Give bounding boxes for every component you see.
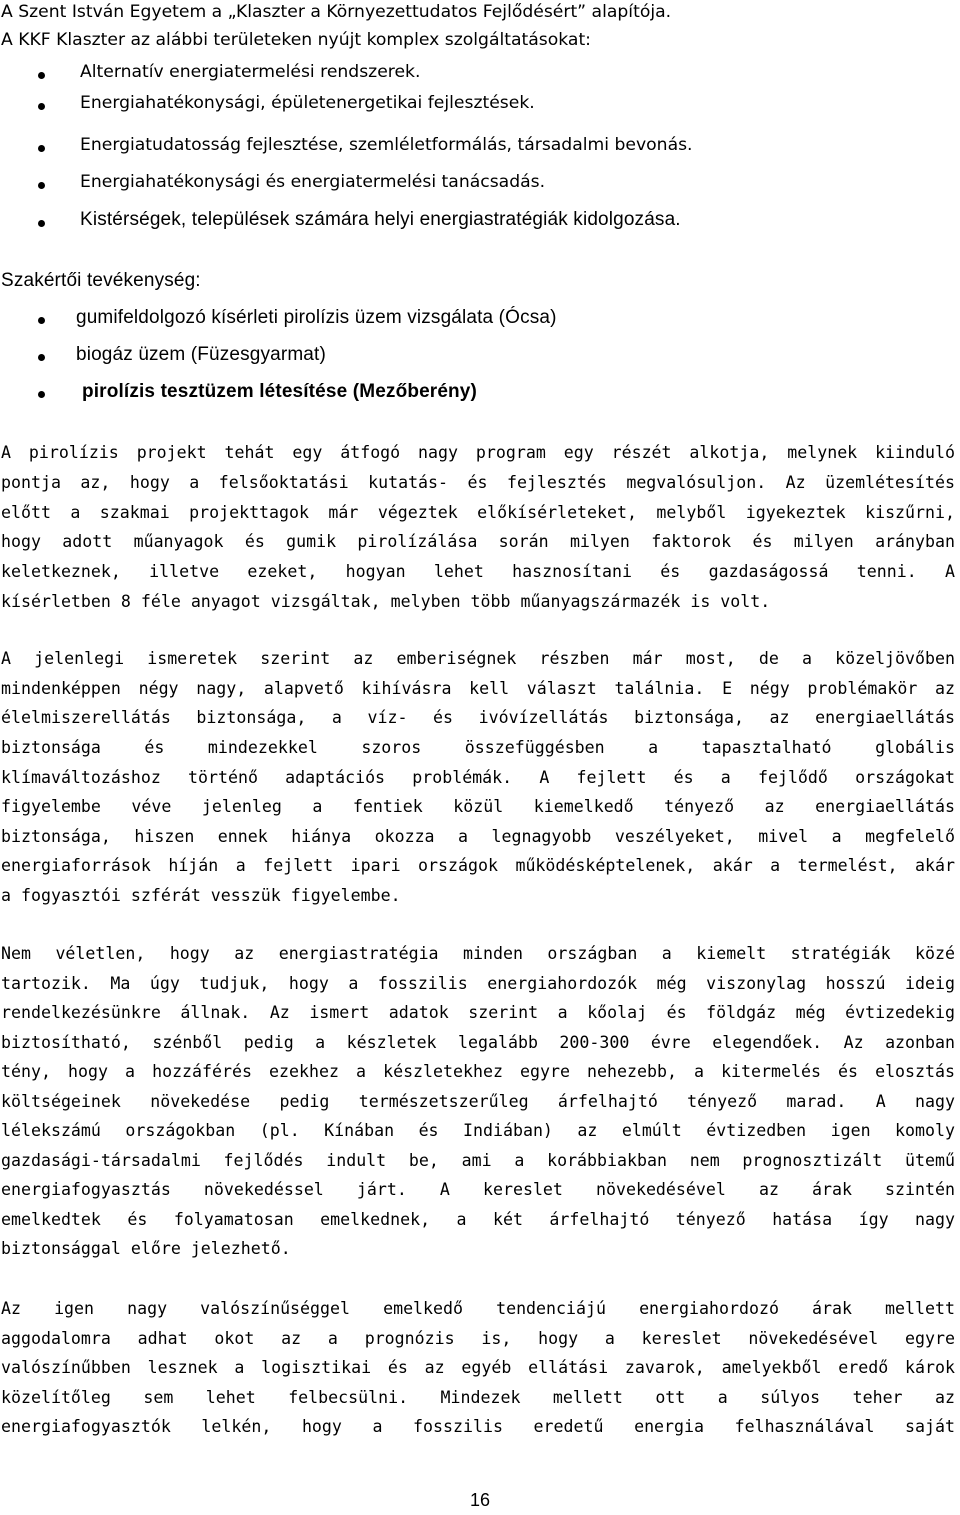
paragraph-line: A pirolízis projekt tehát egy átfogó nagy program egy részét alkotja, melynek kiinduló <box>1 443 955 462</box>
paragraph-line: energiafogyasztás növekedéssel járt. A kereslet növekedésével az árak szintén <box>1 1180 955 1199</box>
list-item: biogáz üzem (Füzesgyarmat) <box>76 344 326 365</box>
bullet-icon <box>38 391 45 398</box>
bullet-icon <box>38 145 45 152</box>
paragraph-line: tény, hogy a hozzáférés ezekhez a készletekhez egyre nehezebb, a kitermelés és elosztás <box>1 1062 955 1081</box>
paragraph-line: előtt a szakmai projekttagok már végeztek előkísérleteket, melyből igyekeztek kiszűrni, <box>1 503 955 522</box>
bullet-icon <box>38 182 45 189</box>
paragraph-line: élelmiszerellátás biztonsága, a víz- és ivóvízellátás biztonsága, az energiaellátás <box>1 708 955 727</box>
list-item: gumifeldolgozó kísérleti pirolízis üzem vizsgálata (Ócsa) <box>76 307 557 328</box>
paragraph-line: energiafogyasztók lelkén, hogy a fosszilis eredetű energia felhasználával saját <box>1 1417 955 1436</box>
intro-line-1: A Szent István Egyetem a „Klaszter a Környezettudatos Fejlődésért” alapítója. <box>1 2 672 22</box>
page-number: 16 <box>469 1490 491 1510</box>
paragraph-line: biztonsága és mindezekkel szoros összefüggésben a tapasztalható globális <box>1 738 955 757</box>
paragraph-line: energiaforrások híján a fejlett ipari országok működésképtelenek, akár a termelést, akár <box>1 856 955 875</box>
list-item: Energiahatékonysági, épületenergetikai fejlesztések. <box>80 93 535 113</box>
paragraph-line: klímaváltozáshoz történő adaptációs problémák. A fejlett és a fejlődő országokat <box>1 768 955 787</box>
list-item: Alternatív energiatermelési rendszerek. <box>80 62 421 82</box>
paragraph-line: emelkedtek és folyamatosan emelkednek, a két árfelhajtó tényező hatása így nagy <box>1 1210 955 1229</box>
list-item: Energiatudatosság fejlesztése, szemléletformálás, társadalmi bevonás. <box>80 135 693 155</box>
list-item: Kistérségek, települések számára helyi energiastratégiák kidolgozása. <box>80 209 681 230</box>
paragraph-line: a fogyasztói szférát vesszük figyelembe. <box>1 886 401 905</box>
paragraph-line: közelítőleg sem lehet felbecsülni. Mindezek mellett ott a súlyos teher az <box>1 1388 955 1407</box>
paragraph-line: keletkeznek, illetve ezeket, hogyan lehet hasznosítani és gazdaságossá tenni. A <box>1 562 955 581</box>
paragraph-line: költségeinek növekedése pedig természetszerűleg árfelhajtó tényező marad. A nagy <box>1 1092 955 1111</box>
paragraph-line: rendelkezésünkre állnak. Az ismert adatok szerint a kőolaj és földgáz még évtizedekig <box>1 1003 955 1022</box>
paragraph-line: tartozik. Ma úgy tudjuk, hogy a fosszilis energiahordozók még viszonylag hosszú ideig <box>1 974 955 993</box>
paragraph-line: kísérletben 8 féle anyagot vizsgáltak, melyben több műanyagszármazék is volt. <box>1 592 771 611</box>
paragraph-line: aggodalomra adhat okot az a prognózis is, hogy a kereslet növekedésével egyre <box>1 1329 955 1348</box>
paragraph-line: valószínűbben lesznek a logisztikai és az egyéb ellátási zavarok, amelyekből eredő károk <box>1 1358 955 1377</box>
paragraph-line: biztosítható, szénből pedig a készletek legalább 200-300 évre elegendőek. Az azonban <box>1 1033 955 1052</box>
paragraph-line: figyelembe véve jelenleg a fentiek közül kiemelkedő tényező az energiaellátás <box>1 797 955 816</box>
paragraph-line: A jelenlegi ismeretek szerint az emberiségnek részben már most, de a közeljövőben <box>1 649 955 668</box>
bullet-icon <box>38 103 45 110</box>
paragraph-line: biztonsága, hiszen ennek hiánya okozza a legnagyobb veszélyeket, mivel a megfelelő <box>1 827 955 846</box>
expert-heading: Szakértői tevékenység: <box>1 270 201 291</box>
paragraph-line: mindenképpen négy nagy, alapvető kihívásra kell választ találnia. E négy problémakör az <box>1 679 955 698</box>
bullet-icon <box>38 220 45 227</box>
paragraph-line: Nem véletlen, hogy az energiastratégia minden országban a kiemelt stratégiák közé <box>1 944 955 963</box>
paragraph-line: biztonsággal előre jelezhető. <box>1 1239 291 1258</box>
paragraph-line: hogy adott műanyagok és gumik pirolízálása során milyen faktorok és milyen arányban <box>1 532 955 551</box>
paragraph-line: lélekszámú országokban (pl. Kínában és Indiában) az elmúlt évtizedben igen komoly <box>1 1121 955 1140</box>
bullet-icon <box>38 354 45 361</box>
intro-line-2: A KKF Klaszter az alábbi területeken nyújt komplex szolgáltatásokat: <box>1 30 591 50</box>
paragraph-line: Az igen nagy valószínűséggel emelkedő tendenciájú energiahordozó árak mellett <box>1 1299 955 1318</box>
paragraph-line: pontja az, hogy a felsőoktatási kutatás- és fejlesztés megvalósuljon. Az üzemlétesítés <box>1 473 955 492</box>
bullet-icon <box>38 317 45 324</box>
bullet-icon <box>38 72 45 79</box>
paragraph-line: gazdasági-társadalmi fejlődés indult be, ami a korábbiakban nem prognosztizált ütemű <box>1 1151 955 1170</box>
list-item: Energiahatékonysági és energiatermelési tanácsadás. <box>80 172 546 192</box>
list-item-bold: pirolízis tesztüzem létesítése (Mezőberény) <box>82 381 478 402</box>
